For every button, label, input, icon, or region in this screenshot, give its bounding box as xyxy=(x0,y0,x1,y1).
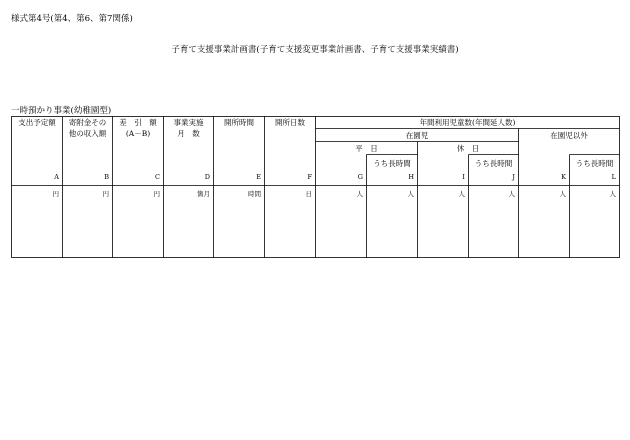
column-letter-e: E xyxy=(256,173,261,181)
header-enrolled: 在園児 xyxy=(405,131,429,140)
unit-cell-b: 円 xyxy=(102,190,109,198)
document-title: 子育て支援事業計画書(子育て支援変更事業計画書、子育て支援事業実績書) xyxy=(171,45,459,55)
header-open-hours: 開所時間 xyxy=(224,118,254,127)
header-not-enrolled: 在園児以外 xyxy=(550,131,588,140)
column-letter-c: C xyxy=(155,173,160,181)
unit-cell-d: 箇月 xyxy=(197,190,210,198)
column-letter-k: K xyxy=(561,173,566,181)
unit-cell-j: 人 xyxy=(508,190,515,198)
header-expenditure: 支出予定額 xyxy=(18,118,56,127)
section-title: 一時預かり事業(幼稚園型) xyxy=(11,106,112,116)
column-letter-l: L xyxy=(611,173,616,181)
column-letter-j: J xyxy=(512,173,515,181)
column-letter-i: I xyxy=(462,173,465,181)
header-open-days: 開所日数 xyxy=(275,118,305,127)
unit-cell-h: 人 xyxy=(407,190,414,198)
header-donation-2: 他の収入額 xyxy=(68,129,107,138)
header-annual-users: 年間利用児童数(年間延人数) xyxy=(419,118,516,127)
column-letter-b: B xyxy=(104,173,109,181)
unit-cell-f: 日 xyxy=(305,190,312,198)
header-long-hours-l: うち長時間 xyxy=(575,159,614,168)
column-letter-h: H xyxy=(408,173,414,181)
unit-cell-k: 人 xyxy=(559,190,566,198)
unit-cell-i: 人 xyxy=(458,190,465,198)
unit-cell-a: 円 xyxy=(52,190,59,198)
unit-cell-c: 円 xyxy=(153,190,160,198)
header-difference-2: (A－B) xyxy=(125,129,151,138)
header-weekday: 平 日 xyxy=(355,144,378,153)
unit-cell-g: 人 xyxy=(356,190,363,198)
header-difference-1: 差 引 額 xyxy=(119,118,157,127)
header-long-hours-h: うち長時間 xyxy=(373,159,411,168)
header-long-hours-j: うち長時間 xyxy=(474,159,513,168)
header-months-1: 事業実施 xyxy=(173,118,204,127)
column-letter-d: D xyxy=(204,173,210,181)
header-months-2: 月 数 xyxy=(177,129,200,138)
column-letter-g: G xyxy=(357,173,363,181)
column-letter-a: A xyxy=(54,173,59,181)
form-number: 様式第4号(第4、第6、第7関係) xyxy=(11,14,133,24)
header-holiday: 休 日 xyxy=(456,144,480,153)
unit-cell-l: 人 xyxy=(609,190,616,198)
column-letter-f: F xyxy=(307,173,312,181)
header-donation-1: 寄附金その xyxy=(68,118,107,127)
unit-cell-e: 時間 xyxy=(248,190,261,198)
